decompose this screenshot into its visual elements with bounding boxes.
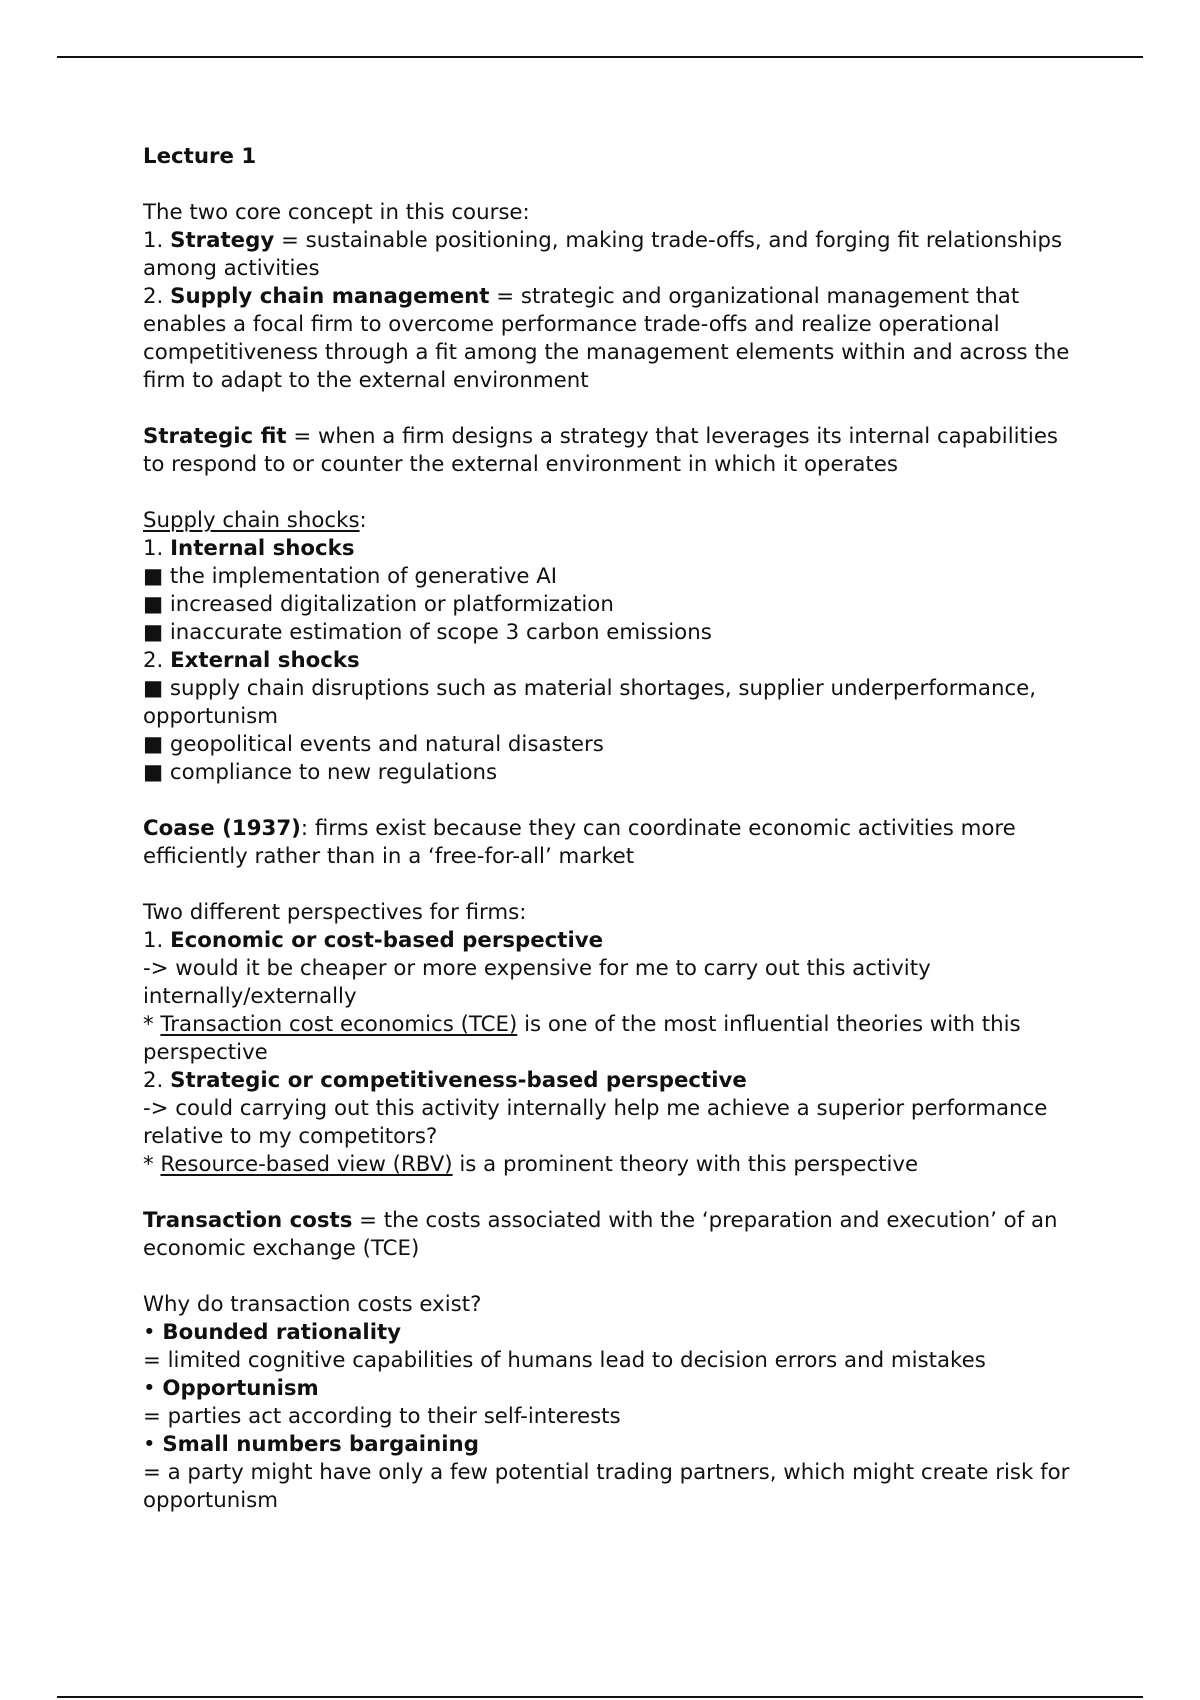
- bottom-rule: [57, 1696, 1143, 1698]
- list-item: ■ compliance to new regulations: [143, 760, 498, 785]
- why-tc-question: Why do transaction costs exist?: [143, 1292, 482, 1317]
- perspective-strategic-question: -> could carrying out this activity internally help me achieve a superior performance relative to my competitors?: [143, 1096, 1048, 1149]
- internal-shocks-title: 1. Internal shocks: [143, 536, 355, 561]
- core-concept-strategy: 1. Strategy = sustainable positioning, making trade-offs, and forging fit relationships among activities: [143, 228, 1063, 281]
- lecture-title: Lecture 1: [143, 144, 257, 169]
- shocks-heading: Supply chain shocks:: [143, 508, 367, 533]
- perspectives-intro: Two different perspectives for firms:: [143, 900, 527, 925]
- why-tc-small-numbers-def: = a party might have only a few potential trading partners, which might create risk for opportunism: [143, 1460, 1070, 1513]
- coase-definition: Coase (1937): firms exist because they can coordinate economic activities more efficiently rather than in a ‘free-for-all’ market: [143, 816, 1016, 869]
- why-tc-bounded-def: = limited cognitive capabilities of humans lead to decision errors and mistakes: [143, 1348, 986, 1373]
- list-item: ■ increased digitalization or platformization: [143, 592, 614, 617]
- list-item: ■ geopolitical events and natural disasters: [143, 732, 604, 757]
- perspective-economic-question: -> would it be cheaper or more expensive for me to carry out this activity internally/externally: [143, 956, 931, 1009]
- strategic-fit-definition: Strategic fit = when a firm designs a strategy that leverages its internal capabilities to respond to or counter the external environment in which it operates: [143, 424, 1059, 477]
- why-tc-small-numbers-title: • Small numbers bargaining: [143, 1432, 479, 1457]
- why-tc-opportunism-title: • Opportunism: [143, 1376, 319, 1401]
- list-item: ■ supply chain disruptions such as material shortages, supplier underperformance, opportunism: [143, 676, 1037, 729]
- top-rule: [57, 56, 1143, 58]
- why-tc-bounded-title: • Bounded rationality: [143, 1320, 402, 1345]
- perspective-economic-title: 1. Economic or cost-based perspective: [143, 928, 604, 953]
- perspective-strategic-title: 2. Strategic or competitiveness-based perspective: [143, 1068, 747, 1093]
- core-concepts-intro: The two core concept in this course:: [143, 200, 530, 225]
- external-shocks-title: 2. External shocks: [143, 648, 360, 673]
- transaction-costs-definition: Transaction costs = the costs associated with the ‘preparation and execution’ of an economic exchange (TCE): [143, 1208, 1058, 1261]
- document-body: [143, 143, 1083, 1515]
- perspective-economic-note: * Transaction cost economics (TCE) is one of the most influential theories with this perspective: [143, 1012, 1021, 1065]
- perspective-strategic-note: * Resource-based view (RBV) is a prominent theory with this perspective: [143, 1152, 919, 1177]
- list-item: ■ the implementation of generative AI: [143, 564, 558, 589]
- why-tc-opportunism-def: = parties act according to their self-interests: [143, 1404, 621, 1429]
- core-concept-scm: 2. Supply chain management = strategic and organizational management that enables a focal firm to overcome performance trade-offs and realize operational competitiveness through a fit among the management elements within and across the firm to adapt to the external environment: [143, 284, 1070, 393]
- list-item: ■ inaccurate estimation of scope 3 carbon emissions: [143, 620, 712, 645]
